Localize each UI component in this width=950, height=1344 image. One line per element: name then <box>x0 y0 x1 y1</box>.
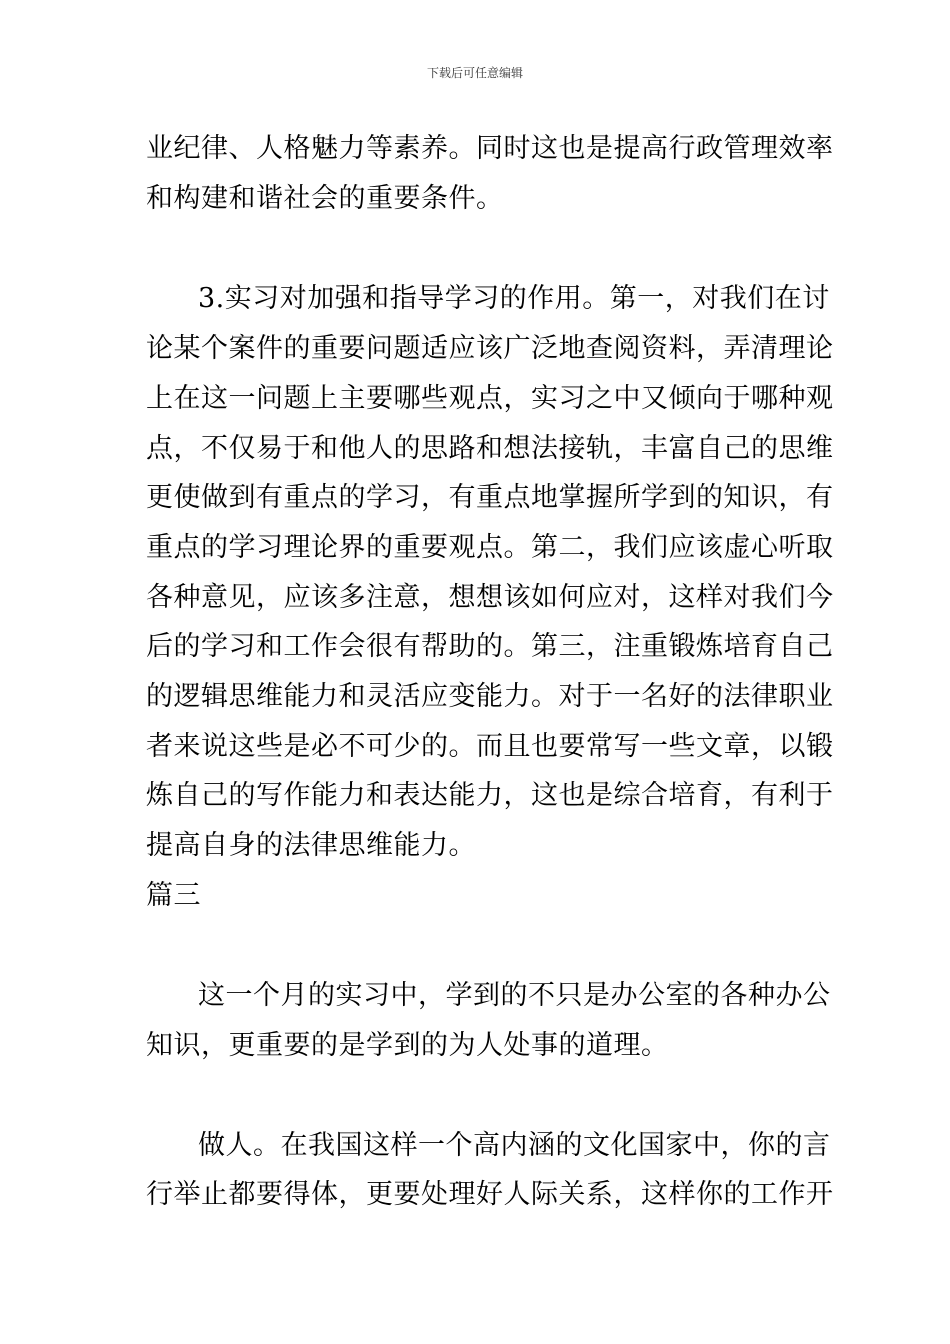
text-line: 论某个案件的重要问题适应该广泛地查阅资料，弄清理论 <box>146 333 834 364</box>
text-line: 炼自己的写作能力和表达能力，这也是综合培育，有利于 <box>146 780 834 811</box>
text-line: 3.实习对加强和指导学习的作用。第一，对我们在讨 <box>198 283 830 314</box>
text-line: 业纪律、人格魅力等素养。同时这也是提高行政管理效率 <box>146 133 834 164</box>
text-line: 和构建和谐社会的重要条件。 <box>146 183 504 214</box>
text-line: 的逻辑思维能力和灵活应变能力。对于一名好的法律职业 <box>146 681 834 712</box>
text-line: 行举止都要得体，更要处理好人际关系，这样你的工作开 <box>146 1179 834 1210</box>
text-line: 知识，更重要的是学到的为人处事的道理。 <box>146 1030 669 1061</box>
page-header: 下载后可任意编辑 <box>426 66 523 80</box>
text-line: 更使做到有重点的学习，有重点地掌握所学到的知识，有 <box>146 482 834 513</box>
section-heading: 篇三 <box>146 880 201 911</box>
text-line: 各种意见，应该多注意，想想该如何应对，这样对我们今 <box>146 582 834 613</box>
text-line: 后的学习和工作会很有帮助的。第三，注重锻炼培育自己 <box>146 631 834 662</box>
text-line: 重点的学习理论界的重要观点。第二，我们应该虚心听取 <box>146 532 834 563</box>
text-line: 点，不仅易于和他人的思路和想法接轨，丰富自己的思维 <box>146 433 834 464</box>
text-line: 这一个月的实习中，学到的不只是办公室的各种办公 <box>198 980 831 1011</box>
text-line: 上在这一问题上主要哪些观点，实习之中又倾向于哪种观 <box>146 383 834 414</box>
text-line: 者来说这些是必不可少的。而且也要常写一些文章，以锻 <box>146 731 834 762</box>
text-line: 提高自身的法律思维能力。 <box>146 830 476 861</box>
text-line: 做人。在我国这样一个高内涵的文化国家中，你的言 <box>198 1130 831 1161</box>
